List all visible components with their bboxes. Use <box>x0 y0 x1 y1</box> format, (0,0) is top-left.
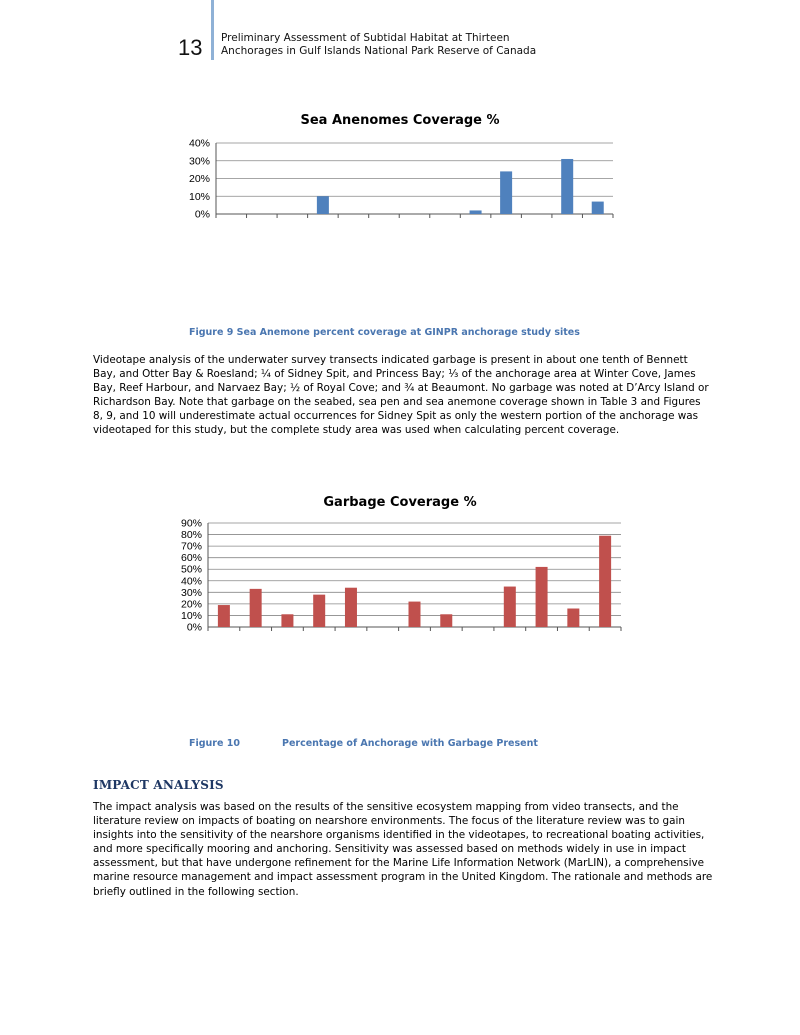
bar-9 <box>470 210 482 214</box>
y-tick-label: 30% <box>180 586 202 599</box>
y-tick-label: 0% <box>186 621 202 634</box>
header-rule <box>211 0 214 60</box>
bar-12 <box>561 159 573 214</box>
bar-4 <box>317 196 329 214</box>
y-tick-label: 10% <box>188 190 210 203</box>
y-tick-label: 90% <box>180 517 202 530</box>
sea-anemone-coverage-chart <box>0 100 800 340</box>
bar-10 <box>504 587 516 627</box>
y-tick-label: 70% <box>180 540 202 553</box>
page-number: 13 <box>178 35 203 60</box>
impact-analysis-paragraph: The impact analysis was based on the results of the sensitive ecosystem mapping from video transects, and the literature review on impacts of boating on nearshore environments. The focus of the literature review was to gain insights into the sensitivity of the nearshore organisms identified in the videotapes, to recreational boating activities, and more specifically mooring and anchoring. Sensitivity was assessed based on methods widely in use in impact assessment, but that have undergone refinement for the Marine Life Information Network (MarLIN), a comprehensive marine resource management and impact assessment program in the United Kingdom. The rationale and methods are briefly outlined in the following section. <box>93 801 713 898</box>
bar-13 <box>592 202 604 214</box>
bar-12 <box>567 609 579 627</box>
y-tick-label: 20% <box>188 173 210 185</box>
y-tick-label: 10% <box>180 609 202 622</box>
garbage-analysis-paragraph: Videotape analysis of the underwater survey transects indicated garbage is present in about one tenth of Bennett Bay, and Otter Bay & Roesland; ¼ of Sidney Spit, and Princess Bay; ⅓ of the anchorage area at Winter Cove, James Bay, Reef Harbour, and Narvaez Bay; ½ of Royal Cove; and ¾ at Beaumont. No garbage was noted at D’Arcy Island or Richardson Bay. Note that garbage on the seabed, sea pen and sea anemone coverage shown in Table 3 and Figures 8, 9, and 10 will underestimate actual occurrences for Sidney Spit as only the western portion of the anchorage was videotaped for this study, but the complete study area was used when calculating percent coverage. <box>93 354 709 437</box>
running-header-line-1: Preliminary Assessment of Subtidal Habitat at Thirteen <box>221 32 510 44</box>
figure-10-label: Figure 10 <box>189 738 240 749</box>
y-tick-label: 60% <box>180 552 202 565</box>
bar-13 <box>599 536 611 627</box>
bar-4 <box>313 595 325 627</box>
figure-9-caption: Figure 9 Sea Anemone percent coverage at GINPR anchorage study sites <box>189 327 580 338</box>
bar-1 <box>218 605 230 627</box>
garbage-coverage-chart <box>0 488 800 648</box>
y-tick-label: 30% <box>188 155 210 168</box>
y-tick-label: 20% <box>180 598 202 611</box>
figure-10-caption: Percentage of Anchorage with Garbage Present <box>282 738 538 749</box>
bar-5 <box>345 588 357 627</box>
y-tick-label: 40% <box>180 575 202 588</box>
bar-11 <box>536 567 548 627</box>
y-tick-label: 40% <box>188 137 210 150</box>
bar-3 <box>281 614 293 627</box>
running-header <box>221 32 536 58</box>
y-tick-label: 50% <box>180 563 202 576</box>
y-tick-label: 0% <box>194 208 210 221</box>
bar-2 <box>250 589 262 627</box>
chart-title: Garbage Coverage % <box>323 495 477 510</box>
bar-10 <box>500 171 512 214</box>
chart-title: Sea Anenomes Coverage % <box>300 113 500 128</box>
bar-8 <box>440 614 452 627</box>
bar-7 <box>409 602 421 627</box>
section-heading-impact-analysis: IMPACT ANALYSIS <box>93 778 224 792</box>
running-header-line-2: Anchorages in Gulf Islands National Park Reserve of Canada <box>221 45 537 57</box>
y-tick-label: 80% <box>180 529 202 542</box>
